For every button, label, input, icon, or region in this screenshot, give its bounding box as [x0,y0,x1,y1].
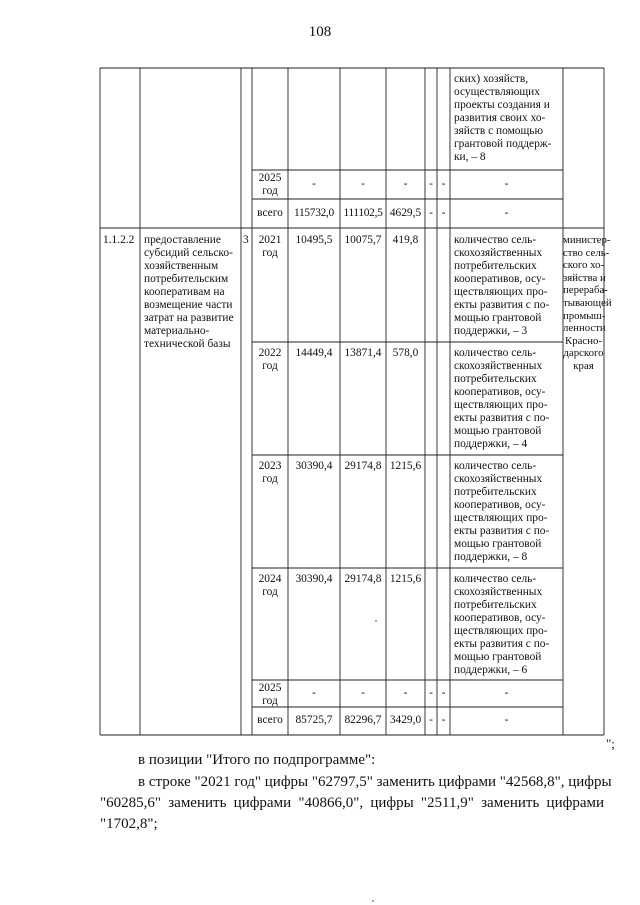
item-number: 1.1.2.2 [103,234,135,246]
closing-quote: "; [606,736,615,751]
item-term: 3 [243,234,249,246]
scan-speck [372,900,374,902]
paragraph-line: "1702,8"; [100,816,158,832]
item-executor: министер- ство сель- ского хо- зяйства и перераба- тывающей промыш- ленности Красно- дарского края [563,234,612,372]
paragraph-line: "60285,6" заменить цифрами "40866,0", цифры "2511,9" заменить цифрами [100,795,604,811]
page-number: 108 [308,24,332,40]
result-text-continued: ских) хозяйств, осуществляющих проекты создания и развития своих хо- зяйств с помощью грантовой поддерж- ки, – 8 [454,73,552,163]
paragraph-line: в позиции "Итого по подпрограмме": [138,752,376,768]
paragraph-line: в строке "2021 год" цифры "62797,5" заменить цифрами "42568,8", цифры [138,774,612,790]
scan-speck [375,620,377,622]
item-description: предоставление субсидий сельско- хозяйственным потребительским кооперативам на возмещение части затрат на развитие материально- технической базы [144,234,234,350]
